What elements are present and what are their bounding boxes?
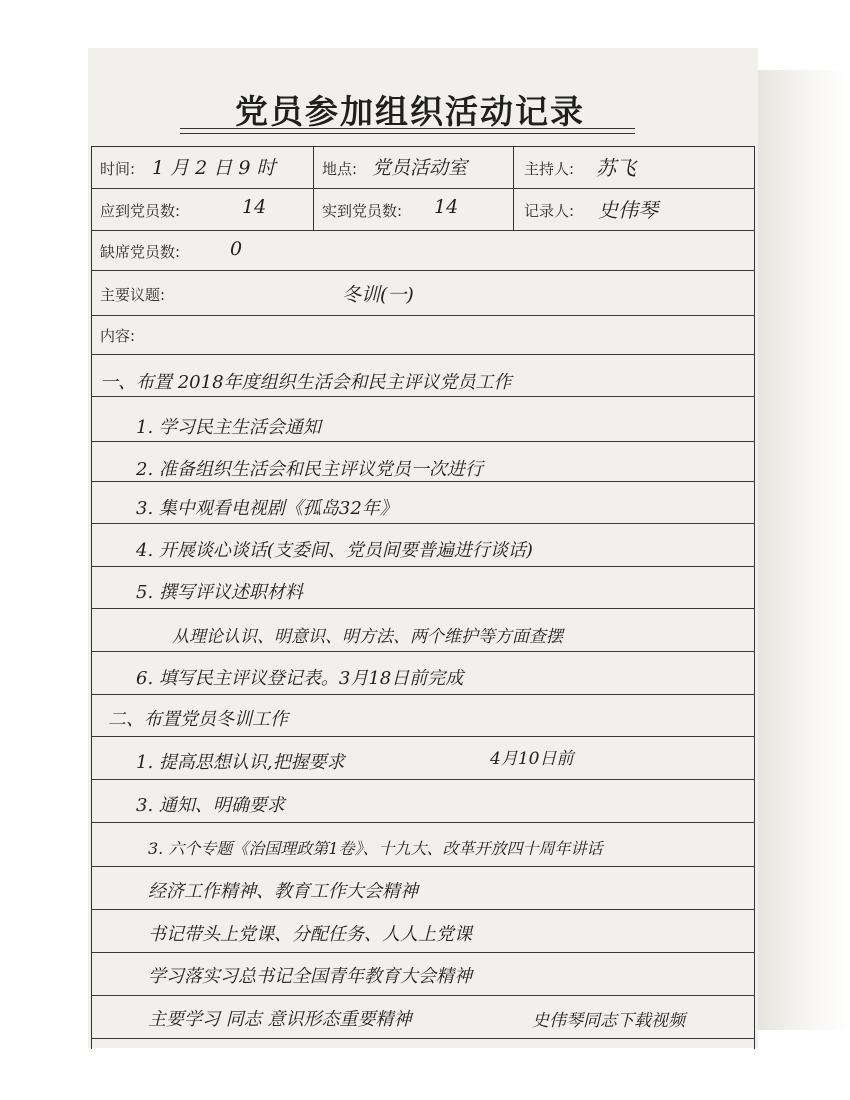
row-line	[91, 822, 755, 823]
absent-members-label: 缺席党员数:	[100, 243, 181, 261]
host-label: 主持人:	[524, 160, 575, 178]
content-line: 3. 集中观看电视剧《孤岛32年》	[136, 498, 398, 519]
time-value: 1 月 2 日 9 时	[152, 157, 276, 179]
content-line: 2. 准备组织生活会和民主评议党员一次进行	[136, 459, 483, 480]
content-note-deadline: 4月10日前	[490, 749, 574, 769]
table-top-border	[91, 146, 755, 147]
row-line	[91, 651, 755, 652]
content-line: 一、布置 2018年度组织生活会和民主评议党员工作	[100, 372, 512, 393]
row-line	[91, 952, 755, 953]
content-line: 4. 开展谈心谈话(支委间、党员间要普遍进行谈话)	[136, 540, 533, 561]
content-label: 内容:	[100, 327, 136, 345]
content-line: 从理论认识、明意识、明方法、两个维护等方面查摆	[172, 627, 563, 647]
title-underline	[180, 128, 635, 129]
form-title: 党员参加组织活动记录	[235, 92, 585, 131]
row-line	[91, 396, 755, 397]
row-line	[91, 909, 755, 910]
title-underline-second	[180, 133, 635, 134]
content-note-download: 史伟琴同志下载视频	[532, 1011, 685, 1031]
content-line: 学习落实习总书记全国青年教育大会精神	[148, 966, 472, 987]
row-line	[91, 694, 755, 695]
row-line	[91, 315, 755, 316]
content-line: 5. 撰写评议述职材料	[136, 582, 303, 603]
row-line	[91, 779, 755, 780]
row-line	[91, 608, 755, 609]
row-line	[91, 481, 755, 482]
content-line: 3. 通知、明确要求	[136, 795, 285, 816]
row-line	[91, 523, 755, 524]
location-value: 党员活动室	[372, 157, 468, 179]
expected-members-label: 应到党员数:	[100, 202, 181, 220]
row-line	[91, 995, 755, 996]
row-line	[91, 270, 755, 271]
row-line	[91, 1038, 755, 1039]
row-line	[91, 736, 755, 737]
host-value: 苏飞	[596, 156, 636, 180]
content-line: 书记带头上党课、分配任务、人人上党课	[148, 924, 472, 945]
content-line: 6. 填写民主评议登记表。3月18日前完成	[136, 668, 464, 689]
table-right-border	[754, 146, 755, 1049]
content-line: 二、布置党员冬训工作	[108, 709, 288, 730]
row-line	[91, 866, 755, 867]
content-line: 1. 提高思想认识,把握要求	[136, 752, 345, 773]
topic-value: 冬训(一)	[342, 284, 414, 306]
content-line: 主要学习 同志 意识形态重要精神	[148, 1009, 412, 1030]
location-label: 地点:	[322, 160, 358, 178]
recorder-label: 记录人:	[524, 202, 575, 220]
content-line: 3. 六个专题《治国理政第1卷》、十九大、改革开放四十周年讲话	[148, 839, 603, 858]
expected-members-value: 14	[242, 196, 267, 218]
row-line	[91, 354, 755, 355]
content-line: 经济工作精神、教育工作大会精神	[148, 881, 418, 902]
row-line	[91, 441, 755, 442]
content-line: 1. 学习民主生活会通知	[136, 417, 321, 438]
paper-edge-shadow	[758, 70, 850, 1030]
row-line	[91, 566, 755, 567]
absent-members-value: 0	[230, 238, 243, 260]
actual-members-label: 实到党员数:	[322, 202, 403, 220]
actual-members-value: 14	[434, 196, 459, 218]
table-left-border	[91, 146, 92, 1049]
recorder-value: 史伟琴	[598, 198, 658, 222]
topic-label: 主要议题:	[100, 286, 166, 304]
time-label: 时间:	[100, 160, 136, 178]
row-line	[91, 230, 755, 231]
row-line	[91, 188, 755, 189]
